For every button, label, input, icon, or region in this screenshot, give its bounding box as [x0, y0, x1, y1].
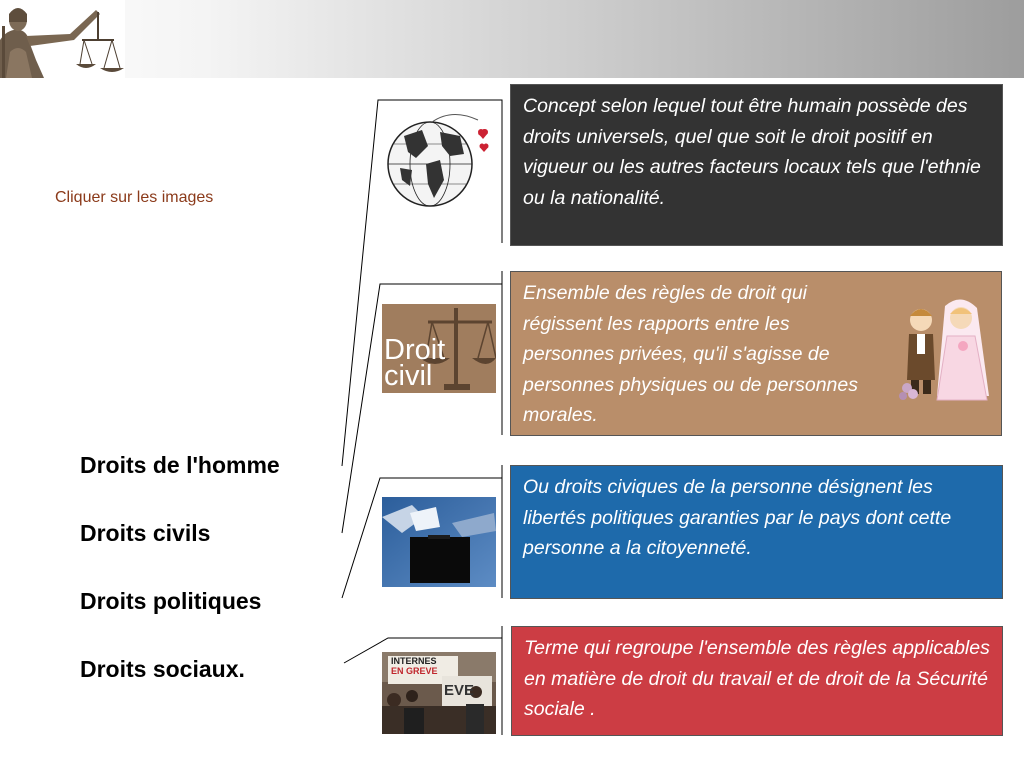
description-droits-politiques: [510, 465, 1003, 599]
scales-of-justice-icon[interactable]: [382, 304, 496, 393]
description-text: Ou droits civiques de la personne désignent les libertés politiques garanties par le pays dont cette personne a la citoyenneté.: [523, 476, 952, 559]
topic-droits-de-l-homme[interactable]: Droits de l'homme: [80, 452, 280, 478]
description-droits-sociaux: [511, 626, 1003, 736]
description-text: Terme qui regroupe l'ensemble des règles applicables en matière de droit du travail et de droit de la Sécurité sociale .: [524, 637, 990, 720]
strike-banner-text: INTERNES EN GREVE: [391, 656, 438, 676]
description-droits-de-l-homme: [510, 84, 1003, 246]
ballot-box-vote-icon[interactable]: [382, 497, 496, 587]
strike-sign-text: EVE: [444, 682, 475, 699]
description-droits-civils: [510, 271, 1002, 436]
topic-droits-sociaux[interactable]: Droits sociaux.: [80, 656, 245, 682]
topic-droits-civils[interactable]: Droits civils: [80, 520, 211, 546]
world-globe-hearts-icon[interactable]: [382, 106, 494, 216]
click-images-instruction: Cliquer sur les images: [55, 189, 214, 206]
droit-civil-caption: Droit civil: [384, 334, 446, 392]
bride-groom-figurines-icon: [897, 284, 993, 412]
description-text: Concept selon lequel tout être humain possède des droits universels, quel que soit le droit positif en vigueur ou les autres facteurs locaux tels que l'ethnie ou la nationalité.: [523, 95, 981, 209]
protest-strike-photo-icon[interactable]: [382, 652, 496, 734]
description-text: Ensemble des règles de droit qui régissent les rapports entre les personnes privées, qu'il s'agisse de personnes physiques ou de personnes morales.: [523, 282, 858, 426]
topic-droits-politiques[interactable]: Droits politiques: [80, 588, 262, 614]
